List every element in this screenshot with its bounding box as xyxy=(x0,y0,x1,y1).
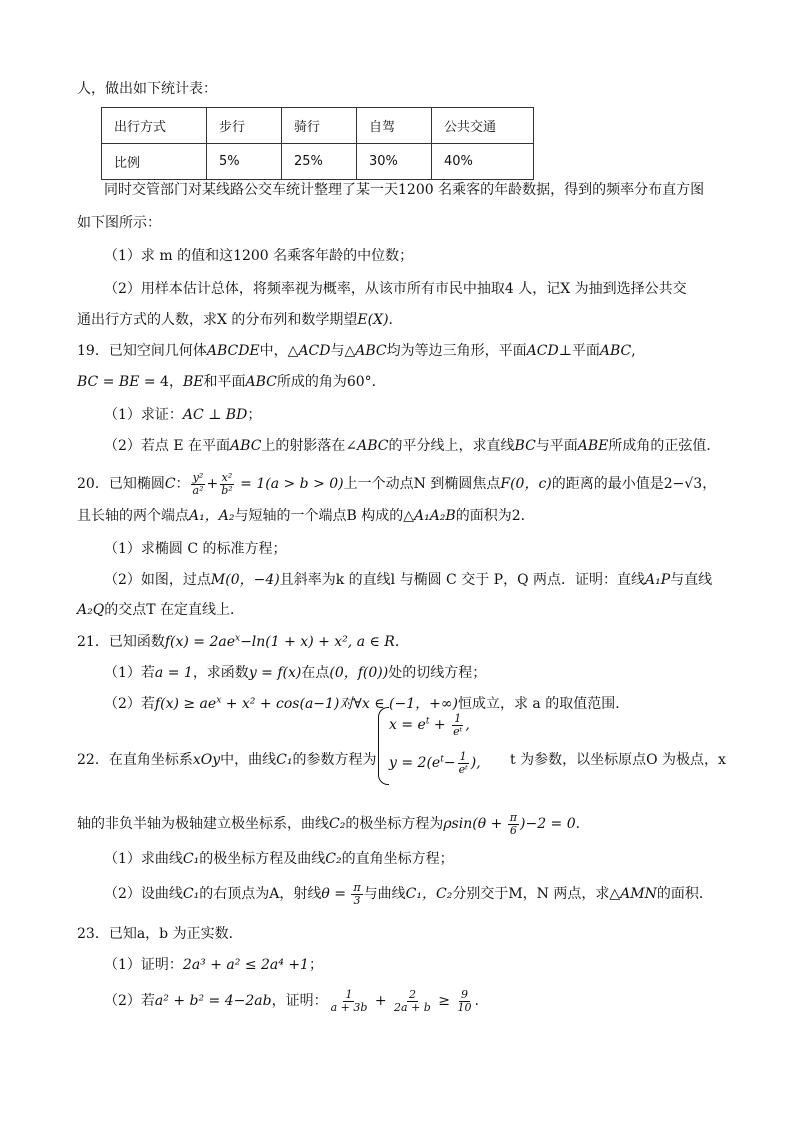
text: 与△ xyxy=(330,343,356,359)
math: , xyxy=(465,717,470,733)
math: + xyxy=(429,717,451,733)
text: 上一个动点N 到椭圆焦点 xyxy=(343,476,501,492)
fraction xyxy=(351,882,362,907)
math: A₁A₂B xyxy=(413,508,456,524)
math: θ = xyxy=(321,886,351,902)
numerator: π xyxy=(509,810,517,824)
text: （2）若 xyxy=(104,993,155,1009)
numerator: 1 xyxy=(345,987,353,1001)
math: f(x) = 2ae xyxy=(164,634,235,650)
text: 所成角的正弦值． xyxy=(608,438,721,454)
table-row xyxy=(102,144,534,180)
text: 中，曲线 xyxy=(220,752,277,768)
math: (0，f(0)) xyxy=(329,665,389,681)
math: BC xyxy=(77,374,99,390)
text: 的直角坐标方程； xyxy=(341,851,454,867)
denominator: eᵗ xyxy=(453,724,463,738)
text: 的极坐标方程及曲线 xyxy=(199,851,326,867)
denominator: a + 3b xyxy=(330,1000,368,1014)
text: 且长轴的两个端点 xyxy=(77,508,189,524)
math: F(0，c) xyxy=(500,476,552,492)
math: f(x) ≥ ae xyxy=(154,696,217,712)
text: 的右顶点为A，射线 xyxy=(199,886,322,902)
p22-line-2 xyxy=(77,810,590,838)
numerator: 9 xyxy=(460,987,468,1001)
p22-question-1 xyxy=(104,849,454,869)
math: A₁，A₂ xyxy=(189,508,235,524)
table-header-row xyxy=(102,108,534,144)
text: 22．在直角坐标系 xyxy=(77,752,193,768)
denominator: 2a + b xyxy=(394,1000,431,1014)
math: ρsin(θ + xyxy=(443,816,507,832)
math: BE xyxy=(118,374,140,390)
text: 和平面 xyxy=(203,374,246,390)
text: ，证明： xyxy=(271,993,328,1009)
denominator: b² xyxy=(221,483,233,497)
math: C₂ xyxy=(329,816,346,832)
fraction xyxy=(191,472,206,497)
denominator: 10 xyxy=(457,1000,472,1014)
math: C xyxy=(164,476,176,492)
parametric-system xyxy=(383,712,503,778)
p19-question-1 xyxy=(104,405,261,425)
text: （1）求曲线 xyxy=(104,851,183,867)
math: 对∀x ∈ (−1，+∞) xyxy=(339,696,458,712)
text: . xyxy=(474,993,479,1009)
text: 19．已知空间几何体 xyxy=(77,343,207,359)
p22-line-1-right: t 为参数，以坐标原点O 为极点，x xyxy=(510,752,726,768)
math: ), xyxy=(470,755,481,771)
math: −ln(1 + x) + x², a ∈ R xyxy=(240,634,395,650)
text: = 4， xyxy=(139,374,183,390)
text: 的参数方程为 xyxy=(292,752,377,768)
text: 且斜率为k 的直线l 与椭圆 C 交于 P，Q 两点．证明：直线 xyxy=(279,572,646,588)
math: + x² + cos(a−1) xyxy=(221,696,340,712)
text: 的面积为2． xyxy=(455,508,535,524)
text: （2）设曲线 xyxy=(104,886,183,902)
text: 处的切线方程； xyxy=(388,665,487,681)
text: 的极坐标方程为 xyxy=(345,816,444,832)
fraction xyxy=(457,751,470,776)
math: ABC xyxy=(355,343,387,359)
math: E(X) xyxy=(357,312,389,328)
math: ABCDE xyxy=(206,343,260,359)
text: 在点 xyxy=(301,665,330,681)
p21-question-1 xyxy=(104,663,486,683)
text: 20．已知椭圆 xyxy=(77,476,165,492)
fraction xyxy=(508,812,519,837)
p19-line-1 xyxy=(77,341,636,361)
text: + xyxy=(206,476,219,492)
text: 的面积． xyxy=(656,886,713,902)
p21-question-2 xyxy=(104,694,629,714)
math: )−2 = 0 xyxy=(520,816,576,832)
p18-paragraph-b: 如下图所示： xyxy=(77,215,161,231)
math: xOy xyxy=(192,752,221,768)
numerator: y² xyxy=(192,470,204,484)
math: ABE xyxy=(577,438,609,454)
math: C₁ xyxy=(182,886,200,902)
text: 与直线 xyxy=(670,572,713,588)
p22-line-1-left xyxy=(77,750,376,770)
text: 中，△ xyxy=(259,343,299,359)
superscript: x xyxy=(235,633,241,644)
fraction xyxy=(329,989,370,1014)
denominator: 6 xyxy=(509,823,517,837)
table-cell: 出行方式 xyxy=(102,108,207,144)
p20-question-2b xyxy=(77,600,244,620)
math: C₁ xyxy=(182,851,200,867)
p23-question-1 xyxy=(104,955,323,975)
math: a² + b² = 4−2ab xyxy=(154,993,272,1009)
system-row-x xyxy=(389,712,470,738)
text: ． xyxy=(388,312,403,328)
math: = 1(a > b > 0) xyxy=(235,476,344,492)
numerator: 2 xyxy=(408,987,416,1001)
p23-question-2 xyxy=(104,986,479,1016)
text: 与平面 xyxy=(535,438,578,454)
text: 分别交于M，N 两点，求△ xyxy=(452,886,621,902)
denominator: 3 xyxy=(353,893,361,907)
text: 上的射影落在∠ xyxy=(261,438,358,454)
text: （1）求证： xyxy=(104,407,183,423)
text: , xyxy=(631,343,636,359)
p20-question-1: （1）求椭圆 C 的标准方程； xyxy=(104,541,287,557)
math: AMN xyxy=(620,886,657,902)
math: C₁ xyxy=(276,752,293,768)
p20-question-2 xyxy=(104,570,712,590)
math: ACD xyxy=(526,343,559,359)
p19-question-2 xyxy=(104,436,720,456)
text: （1）证明： xyxy=(104,957,183,973)
fraction xyxy=(392,989,433,1014)
math: ABC xyxy=(357,438,389,454)
table-cell: 比例 xyxy=(102,144,207,180)
text: ，求函数 xyxy=(192,665,249,681)
denominator: a² xyxy=(192,483,204,497)
math: C₁，C₂ xyxy=(405,886,453,902)
numerator: π xyxy=(353,880,361,894)
math: y = 2(e xyxy=(389,755,441,771)
system-row-y xyxy=(389,750,481,776)
table-cell: 自驾 xyxy=(357,108,432,144)
math: A₁P xyxy=(645,572,671,588)
denominator: eᵗ xyxy=(458,762,468,776)
p18-question-1: （1）求 m 的值和这1200 名乘客年龄的中位数； xyxy=(104,248,414,264)
p22-question-2 xyxy=(104,880,713,908)
superscript: x xyxy=(216,695,222,706)
math: C₂ xyxy=(325,851,342,867)
fraction xyxy=(219,472,234,497)
text: 通出行方式的人数，求X 的分布列和数学期望 xyxy=(77,312,358,328)
p19-line-2 xyxy=(77,372,386,392)
numerator: x² xyxy=(221,470,233,484)
math: x = e xyxy=(389,717,426,733)
text: 21．已知函数 xyxy=(77,634,165,650)
math: ACD xyxy=(298,343,331,359)
text: （2）若点 E 在平面 xyxy=(104,438,231,454)
math: − xyxy=(443,755,456,771)
p18-question-2b xyxy=(77,310,403,330)
text: ； xyxy=(247,407,262,423)
text: ： xyxy=(175,476,190,492)
text: = xyxy=(98,374,119,390)
p23-line-1: 23．已知a，b 为正实数． xyxy=(77,926,243,942)
math: a = 1 xyxy=(154,665,193,681)
math: BE xyxy=(182,374,204,390)
table-cell: 40% xyxy=(432,144,534,180)
text: 所成的角为60°． xyxy=(276,374,386,390)
math: AC ⊥ BD xyxy=(182,407,248,423)
table-cell: 5% xyxy=(207,144,282,180)
p21-line-1 xyxy=(77,632,409,652)
fraction xyxy=(455,989,473,1014)
superscript: t xyxy=(425,716,430,727)
text: 的平分线上，求直线 xyxy=(388,438,515,454)
math: ABC xyxy=(230,438,262,454)
p20-line-2 xyxy=(77,506,535,526)
math: M(0，−4) xyxy=(210,572,280,588)
text: （1）若 xyxy=(104,665,155,681)
text: 的距离的最小值是2−√3， xyxy=(551,476,717,492)
fraction xyxy=(451,713,464,738)
text: 与曲线 xyxy=(363,886,406,902)
math: ABC xyxy=(599,343,632,359)
intro-line: 人，做出如下统计表： xyxy=(77,81,217,97)
p20-line-1 xyxy=(77,470,716,498)
table-cell: 骑行 xyxy=(282,108,357,144)
text: ⊥平面 xyxy=(558,343,600,359)
math: + xyxy=(370,993,392,1009)
text: 均为等边三角形，平面 xyxy=(386,343,527,359)
text: ； xyxy=(308,957,323,973)
text: ． xyxy=(394,634,409,650)
text: 恒成立，求 a 的取值范围． xyxy=(457,696,630,712)
table-cell: 25% xyxy=(282,144,357,180)
text: 的交点T 在定直线上． xyxy=(104,602,244,618)
math: ABC xyxy=(245,374,277,390)
p18-question-2a: （2）用样本估计总体，将频率视为概率，从该市所有市民中抽取4 人，记X 为抽到选择公共交 xyxy=(104,281,687,297)
table-cell: 公共交通 xyxy=(432,108,534,144)
math: BC xyxy=(514,438,536,454)
superscript: t xyxy=(440,754,444,765)
text: 轴的非负半轴为极轴建立极坐标系，曲线 xyxy=(77,816,329,832)
text: ． xyxy=(575,816,590,832)
text: （2）如图，过点 xyxy=(104,572,211,588)
p18-paragraph-a: 同时交管部门对某线路公交车统计整理了某一天1200 名乘客的年龄数据，得到的频率分布直方图 xyxy=(104,182,705,198)
math: ≥ xyxy=(433,993,455,1009)
travel-mode-table xyxy=(101,107,534,180)
math: y = f(x) xyxy=(248,665,302,681)
text: （2）若 xyxy=(104,696,155,712)
math: A₂Q xyxy=(77,602,105,618)
table-cell: 步行 xyxy=(207,108,282,144)
numerator: 1 xyxy=(459,749,467,763)
math: 2a³ + a² ≤ 2a⁴ +1 xyxy=(182,957,309,973)
text: 与短轴的一个端点B 构成的△ xyxy=(234,508,414,524)
numerator: 1 xyxy=(454,711,462,725)
table-cell: 30% xyxy=(357,144,432,180)
